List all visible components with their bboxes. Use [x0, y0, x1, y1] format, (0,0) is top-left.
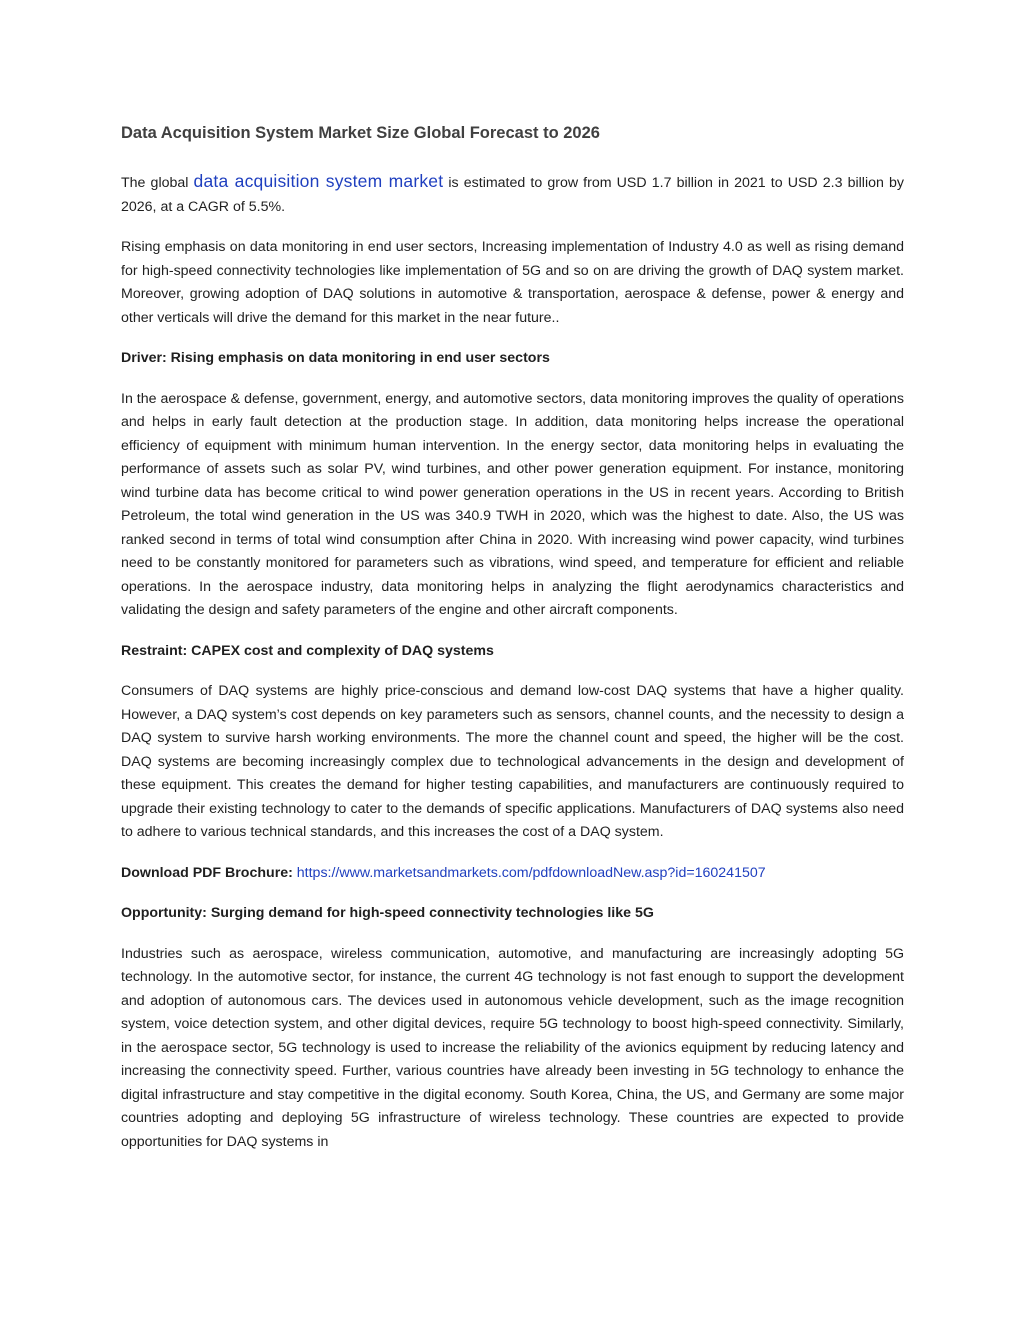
driver-heading: Driver: Rising emphasis on data monitoring in end user sectors [121, 350, 550, 366]
document-page [121, 120, 904, 1171]
download-label: Download PDF Brochure: [121, 864, 297, 881]
driver-paragraph: In the aerospace & defense, government, energy, and automotive sectors, data monitoring improves the quality of operations and helps in early fault detection at the production stage. In addition, data monitoring helps increase the operational efficiency of equipment with minimum human intervention. In the energy sector, data monitoring helps in evaluating the performance of assets such as solar PV, wind turbines, and other power generation equipment. For instance, monitoring wind turbine data has become critical to wind power generation operations in the US in recent years. According to British Petroleum, the total wind generation in the US was 340.9 TWH in 2020, which was the highest to date. Also, the US was ranked second in terms of total wind consumption after China in 2020. With increasing wind power capacity, wind turbines need to be constantly monitored for parameters such as vibrations, wind speed, and temperature for efficient and reliable operations. In the aerospace industry, data monitoring helps in analyzing the flight aerodynamics characteristics and validating the design and safety parameters of the engine and other aircraft components. [121, 390, 904, 618]
opportunity-heading: Opportunity: Surging demand for high-speed connectivity technologies like 5G [121, 905, 654, 921]
market-link[interactable]: data acquisition system market [193, 171, 444, 191]
intro-text-after: is estimated to grow from USD 1.7 billion in 2021 to USD 2.3 billion by 2026, at a CAGR of 5.5%. [121, 175, 904, 215]
intro-text-before: The global [121, 175, 194, 191]
download-brochure-line [121, 862, 904, 886]
download-url-link[interactable]: https://www.marketsandmarkets.com/pdfdownloadNew.asp?id=160241507 [296, 864, 766, 881]
document-title: Data Acquisition System Market Size Global Forecast to 2026 [121, 124, 600, 142]
growth-paragraph: Rising emphasis on data monitoring in end user sectors, Increasing implementation of Industry 4.0 as well as rising demand for high-speed connectivity technologies like implementation of 5G and so on are driving the growth of DAQ system market. Moreover, growing adoption of DAQ solutions in automotive & transportation, aerospace & defense, power & energy and other verticals will drive the demand for this market in the near future.. [121, 239, 904, 326]
opportunity-paragraph: Industries such as aerospace, wireless communication, automotive, and manufacturing are increasingly adopting 5G technology. In the automotive sector, for instance, the current 4G technology is not fast enough to support the development and adoption of autonomous cars. The devices used in autonomous vehicle development, such as the image recognition system, voice detection system, and other digital devices, require 5G technology to boost high-speed connectivity. Similarly, in the aerospace sector, 5G technology is used to increase the reliability of the avionics equipment by reducing latency and increasing the connectivity speed. Further, various countries have already been investing in 5G technology to enhance the digital infrastructure and stay competitive in the digital economy. South Korea, China, the US, and Germany are some major countries adopting and deploying 5G infrastructure of wireless technology. These countries are expected to provide opportunities for DAQ systems in [121, 945, 904, 1150]
restraint-heading: Restraint: CAPEX cost and complexity of DAQ systems [121, 642, 494, 659]
restraint-paragraph: Consumers of DAQ systems are highly price-conscious and demand low-cost DAQ systems that have a higher quality. However, a DAQ system’s cost depends on key parameters such as sensors, channel counts, and the necessity to design a DAQ system to survive harsh working environments. The more the channel count and speed, the higher will be the cost. DAQ systems are becoming increasingly complex due to technological advancements in the design and development of these equipment. This creates the demand for higher testing capabilities, and manufacturers are continuously required to upgrade their existing technology to cater to the demands of specific applications. Manufacturers of DAQ systems also need to adhere to various technical standards, and this increases the cost of a DAQ system. [121, 683, 904, 840]
intro-paragraph [121, 170, 904, 219]
